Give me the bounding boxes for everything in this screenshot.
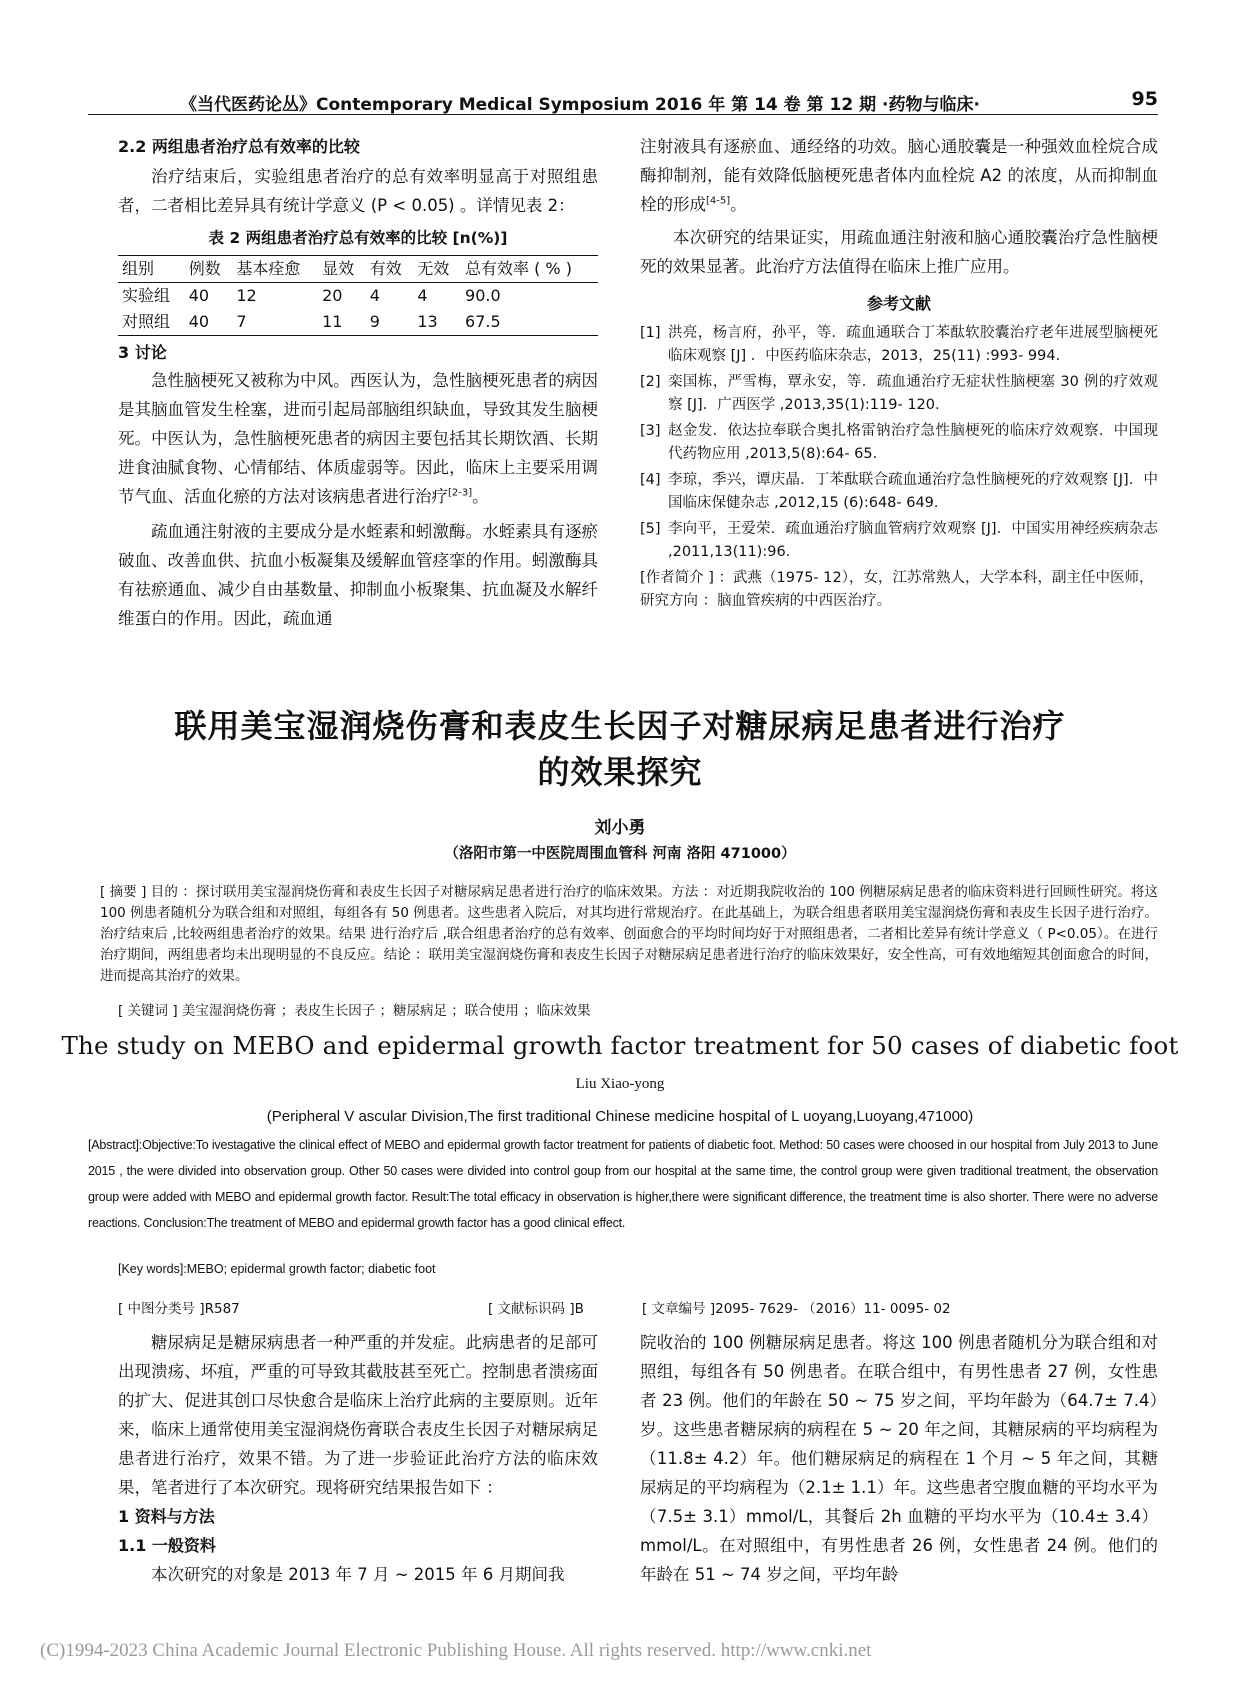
table-cell: 40 — [188, 286, 210, 305]
article-title-line-2: 的效果探究 — [537, 753, 703, 791]
table-header-row — [118, 256, 598, 283]
article-title-line-1: 联用美宝湿润烧伤膏和表皮生长因子对糖尿病足患者进行治疗 — [174, 707, 1066, 745]
materials-paragraph: 本次研究的对象是 2013 年 7 月 ~ 2015 年 6 月期间我 — [151, 1565, 565, 1584]
discussion-text-2-end: 。 — [730, 195, 747, 214]
references — [640, 289, 1158, 613]
reference-number: [1] — [640, 325, 661, 341]
keywords-cn: [ 关键词 ] 美宝湿润烧伤膏 ；表皮生长因子 ；糖尿病足 ；联合使用 ；临床效果 — [118, 1003, 591, 1019]
article-title — [80, 703, 1160, 795]
section-2-2-paragraph: 治疗结束后，实验组患者治疗的总有效率明显高于对照组患者，二者相比差异具有统计学意义 (P < 0.05) 。详情见表 2： — [118, 167, 598, 215]
english-title: The study on MEBO and epidermal growth factor treatment for 50 cases of diabetic foot — [61, 1031, 1179, 1060]
abstract-cn: [ 摘要 ] 目的 ：探讨联用美宝湿润烧伤膏和表皮生长因子对糖尿病足患者进行治疗的临床效果。方法 ：对近期我院收治的 100 例糖尿病足患者的临床资料进行回顾性研究。将这 100 例患者随机分为联合组和对照组，每组各有 50 例患者。这些患者入院后，对其均进行常规治疗。在此基础上，为联合组患者联用美宝湿润烧伤膏和表皮生长因子进行治疗。治疗结束后 ,比较两组患者治疗的效果。结果 进行治疗后 ,联合组患者治疗的总有效率、创面愈合的平均时间均好于对照组患者，二者相比差异有统计学意义（ P<0.05）。在进行治疗期间，两组患者均未出现明显的不良反应。结论 ：联用美宝湿润烧伤膏和表皮生长因子对糖尿病足患者进行治疗的临床效果好，安全性高，可有效地缩短其创面愈合的时间，进而提高其治疗的效果。 — [100, 884, 1158, 984]
section-2-2-heading: 2.2 两组患者治疗总有效率的比较 — [118, 137, 360, 156]
table-cell: 4 — [417, 286, 428, 305]
table-header-cell: 总有效率 ( % ) — [465, 259, 572, 278]
abstract-en: [Abstract]:Objective:To ivestagative the clinical effect of MEBO and epidermal growth factor treatment for patients of diabetic foot. Method: 50 cases were choosed in our hospital from July 2013 to June 2015 , the were divided into observation group. Other 50 cases were divided into control goup from our hospital at the same time, the control group were given traditional treatment, the observation group were added with MEBO and epidermal growth factor. Result:The total efficacy in observation is higher,there were significant difference, the treatment time is also shorter. There were no adverse reactions. Conclusion:The treatment of MEBO and epidermal growth factor has a good clinical effect. — [88, 1138, 1158, 1230]
table-header-cell: 无效 — [417, 259, 450, 278]
table-cell: 4 — [369, 286, 380, 305]
citation-2-3: [2-3] — [448, 487, 473, 499]
reference-item — [640, 371, 1158, 417]
table-cell: 11 — [322, 312, 343, 331]
left-column-top — [118, 132, 598, 633]
table-cell: 20 — [322, 286, 343, 305]
table-header-cell: 组别 — [122, 259, 155, 278]
reference-text: 李琼，季兴，谭庆晶．丁苯酞联合疏血通治疗急性脑梗死的疗效观察 [J]．中国临床保健杂志 ,2012,15 (6):648- 649． — [668, 472, 1158, 511]
english-affiliation: (Peripheral V ascular Division,The first traditional Chinese medicine hospital of L uoyang,Luoyang,471000) — [266, 1108, 974, 1125]
article-affiliation: （洛阳市第一中医院周围血管科 河南 洛阳 471000） — [444, 846, 796, 862]
page-number: 95 — [1131, 88, 1158, 110]
right-column-top — [640, 132, 1158, 613]
table-cell: 13 — [417, 312, 438, 331]
discussion-text-1-end: 。 — [472, 487, 489, 506]
discussion-text-1: 急性脑梗死又被称为中风。西医认为，急性脑梗死患者的病因是其脑血管发生栓塞，进而引起局部脑组织缺血，导致其发生脑梗死。中医认为，急性脑梗死患者的病因主要包括其长期饮酒、长期进食油腻食物、心情郁结、体质虚弱等。因此，临床上主要采用调节气血、活血化瘀的方法对该病患者进行治疗 — [118, 371, 598, 506]
section-3-heading: 3 讨论 — [118, 343, 167, 362]
table-cell: 7 — [236, 312, 247, 331]
reference-number: [4] — [640, 472, 661, 488]
reference-text: 洪亮，杨言府，孙平，等．疏血通联合丁苯酞软胶囊治疗老年进展型脑梗死临床观察 [J] ．中医药临床杂志，2013，25(11) :993- 994． — [668, 325, 1158, 364]
body-left-column — [118, 1328, 598, 1589]
table-cell: 90.0 — [465, 286, 501, 305]
citation-4-5: [4-5] — [706, 195, 731, 207]
table-cell: 67.5 — [465, 312, 501, 331]
table-cell: 12 — [236, 286, 257, 305]
table-header-cell: 例数 — [188, 259, 221, 278]
table-row — [118, 283, 598, 310]
discussion-text-2-cont: 注射液具有逐瘀血、通经络的功效。脑心通胶囊是一种强效血栓烷合成酶抑制剂，能有效降低脑梗死患者体内血栓烷 A2 的浓度，从而抑制血栓的形成 — [640, 137, 1158, 214]
classification-number: [ 中图分类号 ]R587 — [118, 1301, 240, 1317]
english-author: Liu Xiao-yong — [575, 1076, 665, 1092]
copyright-footer: (C)1994-2023 China Academic Journal Electronic Publishing House. All rights reserved. http://www.cnki.net — [40, 1640, 872, 1661]
table-2 — [118, 255, 598, 336]
intro-paragraph: 糖尿病足是糖尿病患者一种严重的并发症。此病患者的足部可出现溃疡、坏疽，严重的可导致其截肢甚至死亡。控制患者溃疡面的扩大、促进其创口尽快愈合是临床上治疗此病的主要原则。近年来，临床上通常使用美宝湿润烧伤膏联合表皮生长因子对糖尿病足患者进行治疗，效果不错。为了进一步验证此治疗方法的临床效果，笔者进行了本次研究。现将研究结果报告如下 ： — [118, 1333, 598, 1497]
table-cell: 对照组 — [122, 312, 171, 331]
header-rule — [88, 114, 1158, 115]
discussion-paragraph-2: 疏血通注射液的主要成分是水蛭素和蚓激酶。水蛭素具有逐瘀破血、改善血供、抗血小板凝集及缓解血管痉挛的作用。蚓激酶具有祛瘀通血、减少自由基数量、抑制血小板聚集、抗血凝及水解纤维蛋白的作用。因此，疏血通 — [118, 522, 598, 628]
table-cell: 9 — [369, 312, 380, 331]
table-2-caption: 表 2 两组患者治疗总有效率的比较 [n(%)] — [208, 229, 508, 247]
reference-text: 赵金发．依达拉奉联合奥扎格雷钠治疗急性脑梗死的临床疗效观察．中国现代药物应用 ,2013,5(8):64- 65. — [668, 423, 1158, 462]
table-header-cell: 显效 — [322, 259, 355, 278]
discussion-paragraph-2-cont — [640, 132, 1158, 219]
reference-number: [2] — [640, 374, 661, 390]
reference-item — [640, 518, 1158, 564]
table-row — [118, 309, 598, 336]
article-number: [ 文章编号 ]2095- 7629- （2016）11- 0095- 02 — [642, 1301, 951, 1317]
document-code: [ 文献标识码 ]B — [488, 1301, 584, 1317]
table-cell: 实验组 — [122, 286, 171, 305]
journal-header: 《当代医药论丛》Contemporary Medical Symposium 2016 年 第 14 卷 第 12 期 ·药物与临床· — [180, 95, 980, 115]
reference-item — [640, 322, 1158, 368]
reference-item — [640, 420, 1158, 466]
author-note: [作者简介 ] ：武燕（1975- 12），女，江苏常熟人，大学本科，副主任中医师，研究方向 ：脑血管疾病的中西医治疗。 — [640, 570, 1154, 609]
reference-text: 李向平，王爱荣．疏血通治疗脑血管病疗效观察 [J]．中国实用神经疾病杂志 ,2011,13(11):96. — [668, 521, 1158, 560]
section-1-1-heading: 1.1 一般资料 — [118, 1536, 216, 1555]
materials-paragraph-cont: 院收治的 100 例糖尿病足患者。将这 100 例患者随机分为联合组和对照组，每组各有 50 例患者。在联合组中，有男性患者 27 例，女性患者 23 例。他们的年龄在 50 ~ 75 岁之间，平均年龄为（64.7± 7.4）岁。这些患者糖尿病的病程在 5 ~ 20 年之间，其糖尿病的平均病程为（11.8± 4.2）年。他们糖尿病足的病程在 1 个月 ~ 5 年之间，其糖尿病足的平均病程为（2.1± 1.1）年。这些患者空腹血糖的平均水平为（7.5± 3.1）mmol/L，其餐后 2h 血糖的平均水平为（10.4± 3.4）mmol/L。在对照组中，有男性患者 26 例，女性患者 24 例。他们的年龄在 51 ~ 74 岁之间，平均年龄 — [640, 1333, 1158, 1584]
reference-item — [640, 469, 1158, 515]
running-header — [88, 82, 1158, 122]
body-right-column — [640, 1328, 1158, 1589]
reference-number: [3] — [640, 423, 661, 439]
reference-text: 栾国栋，严雪梅，覃永安，等．疏血通治疗无症状性脑梗塞 30 例的疗效观察 [J]．广西医学 ,2013,35(1):119- 120. — [668, 374, 1158, 413]
table-cell: 40 — [188, 312, 210, 331]
table-header-cell: 有效 — [369, 259, 402, 278]
discussion-paragraph-1 — [118, 366, 598, 511]
keywords-en: [Key words]:MEBO; epidermal growth factor; diabetic foot — [118, 1262, 436, 1276]
references-title: 参考文献 — [866, 294, 931, 313]
article-author: 刘小勇 — [594, 818, 646, 838]
section-1-heading: 1 资料与方法 — [118, 1507, 215, 1526]
reference-number: [5] — [640, 521, 661, 537]
table-header-cell: 基本痊愈 — [236, 259, 301, 278]
conclusion-paragraph: 本次研究的结果证实，用疏血通注射液和脑心通胶囊治疗急性脑梗死的效果显著。此治疗方法值得在临床上推广应用。 — [640, 228, 1158, 276]
